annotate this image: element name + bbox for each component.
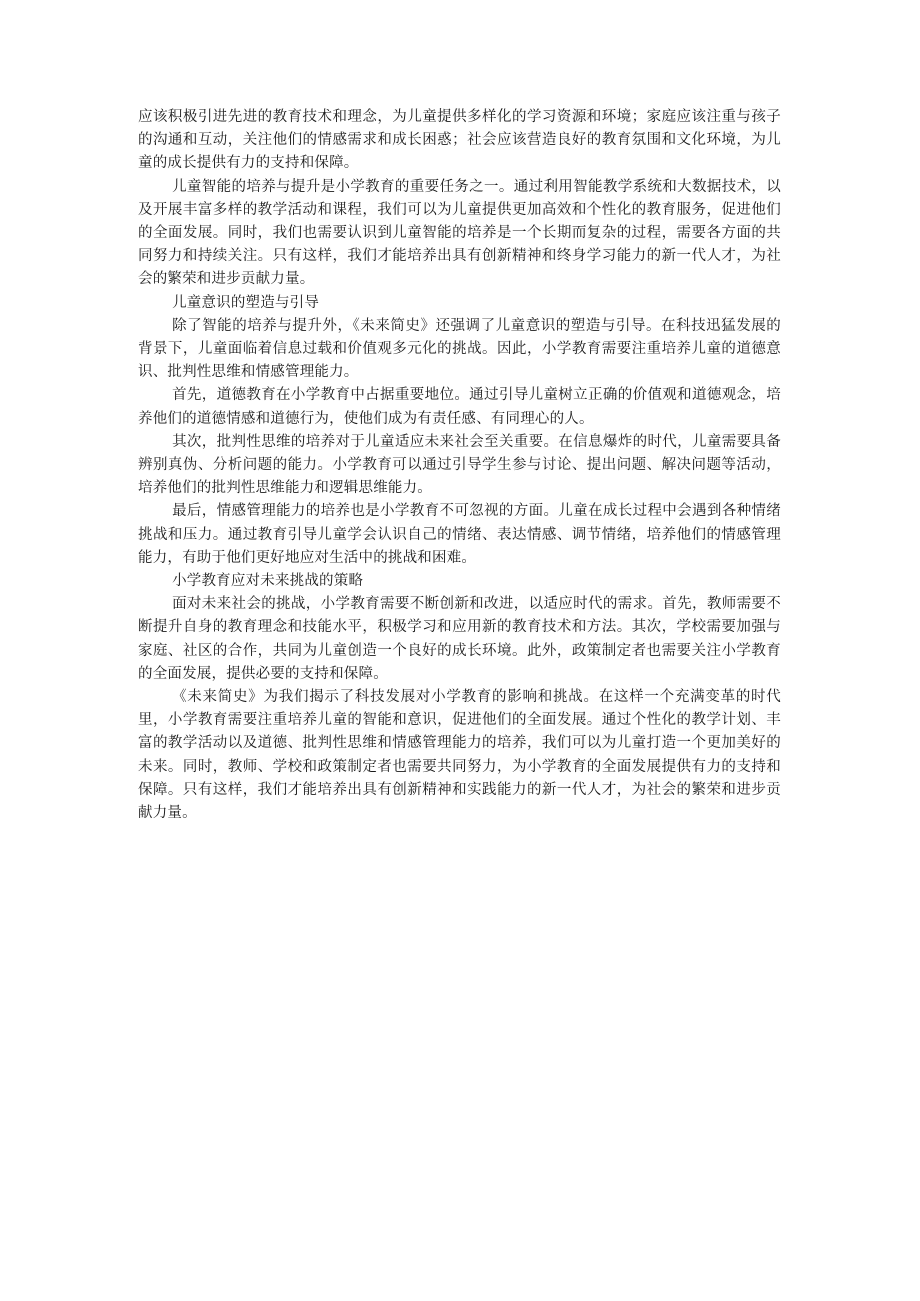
section-heading-strategies: 小学教育应对未来挑战的策略: [172, 573, 364, 590]
paragraph-conclusion: 《未来简史》为我们揭示了科技发展对小学教育的影响和挑战。在这样一个充满变革的时代里，小学教育需要注重培养儿童的智能和意识，促进他们的全面发展。通过个性化的教学计划、丰富的教学活动以及道德、批判性思维和情感管理能力的培养，我们可以为儿童打造一个更加美好的未来。同时，教师、学校和政策制定者也需要共同努力，为小学教育的全面发展提供有力的支持和保障。只有这样，我们才能培养出具有创新精神和实践能力的新一代人才，为社会的繁荣和进步贡献力量。: [138, 689, 781, 822]
paragraph-child-intelligence: 儿童智能的培养与提升是小学教育的重要任务之一。通过利用智能教学系统和大数据技术，以及开展丰富多样的教学活动和课程，我们可以为儿童提供更加高效和个性化的教育服务，促进他们的全面发展。同时，我们也需要认识到儿童智能的培养是一个长期而复杂的过程，需要各方面的共同努力和持续关注。只有这样，我们才能培养出具有创新精神和终身学习能力的新一代人才，为社会的繁荣和进步贡献力量。: [138, 178, 781, 288]
paragraph-consciousness-intro: 除了智能的培养与提升外，《未来简史》还强调了儿童意识的塑造与引导。在科技迅猛发展的背景下，儿童面临着信息过载和价值观多元化的挑战。因此，小学教育需要注重培养儿童的道德意识、批判性思维和情感管理能力。: [138, 317, 781, 381]
document-page: [138, 106, 781, 825]
section-heading-consciousness: 儿童意识的塑造与引导: [172, 294, 320, 311]
paragraph-emotion-management: 最后，情感管理能力的培养也是小学教育不可忽视的方面。儿童在成长过程中会遇到各种情绪挑战和压力。通过教育引导儿童学会认识自己的情绪、表达情感、调节情绪，培养他们的情感管理能力，有助于他们更好地应对生活中的挑战和困难。: [138, 503, 781, 566]
paragraph-strategies: 面对未来社会的挑战，小学教育需要不断创新和改进，以适应时代的需求。首先，教师需要不断提升自身的教育理念和技能水平，积极学习和应用新的教育技术和方法。其次，学校需要加强与家庭、社区的合作，共同为儿童创造一个良好的成长环境。此外，政策制定者也需要关注小学教育的全面发展，提供必要的支持和保障。: [138, 596, 781, 682]
paragraph-moral-education: 首先，道德教育在小学教育中占据重要地位。通过引导儿童树立正确的价值观和道德观念，培养他们的道德情感和道德行为，使他们成为有责任感、有同理心的人。: [138, 387, 781, 427]
paragraph-critical-thinking: 其次，批判性思维的培养对于儿童适应未来社会至关重要。在信息爆炸的时代，儿童需要具备辨别真伪、分析问题的能力。小学教育可以通过引导学生参与讨论、提出问题、解决问题等活动，培养他们的批判性思维能力和逻辑思维能力。: [138, 433, 781, 497]
paragraph-continuation: 应该积极引进先进的教育技术和理念，为儿童提供多样化的学习资源和环境；家庭应该注重与孩子的沟通和互动，关注他们的情感需求和成长困惑；社会应该营造良好的教育氛围和文化环境，为儿童的成长提供有力的支持和保障。: [138, 109, 781, 172]
